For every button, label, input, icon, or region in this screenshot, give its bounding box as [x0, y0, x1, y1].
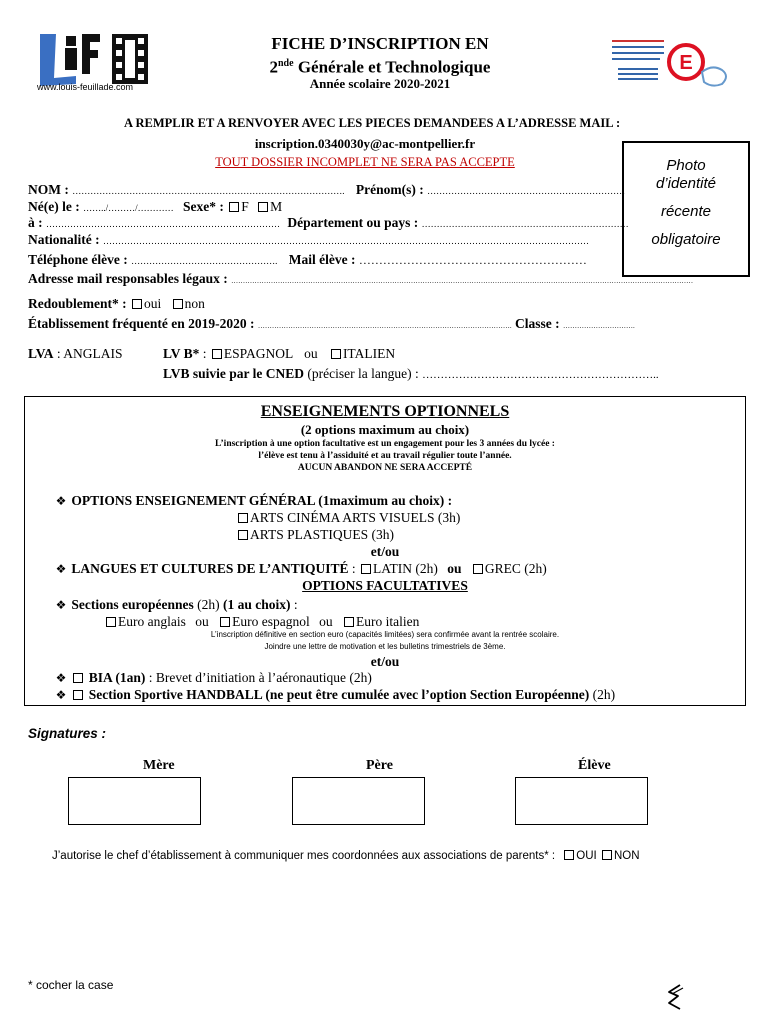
grec-label: GREC (2h)	[484, 561, 547, 576]
incomplete-warning: TOUT DOSSIER INCOMPLET NE SERA PAS ACCEPTE	[215, 155, 515, 169]
return-instructions: A REMPLIR ET A RENVOYER AVEC LES PIECES DEMANDEES A L’ADRESSE MAIL :	[124, 116, 621, 130]
photo-label-2: d’identité	[655, 175, 717, 192]
arts-cinema-label: ARTS CINÉMA ARTS VISUELS (3h)	[250, 510, 461, 525]
redoublement-label: Redoublement* :	[28, 296, 127, 311]
bullet-diamond-icon: ❖	[55, 671, 67, 685]
mail-responsables-label: Adresse mail responsables légaux :	[28, 271, 228, 286]
lvb-ou: ou	[304, 346, 318, 361]
sexe-m-checkbox[interactable]	[258, 202, 268, 212]
row-lvb	[163, 346, 395, 362]
general-options-heading	[54, 493, 452, 509]
bullet-diamond-icon: ❖	[55, 494, 67, 508]
euro-espagnol-checkbox[interactable]	[220, 617, 230, 627]
espagnol-checkbox[interactable]	[212, 349, 222, 359]
euro-note-2: Joindre une lettre de motivation et les bulletins trimestriels de 3ème.	[264, 642, 506, 651]
row-redoublement	[28, 296, 205, 312]
options-note-3: AUCUN ABANDON NE SERA ACCEPTÉ	[297, 463, 473, 473]
handball-row	[54, 687, 615, 703]
arts-cinema-checkbox[interactable]	[238, 513, 248, 523]
row-etablissement	[28, 316, 635, 332]
row-nom	[28, 182, 625, 198]
birthplace-field[interactable]: ……………………………………………………………………	[46, 219, 280, 229]
bullet-diamond-icon: ❖	[55, 688, 67, 702]
bia-checkbox[interactable]	[73, 673, 83, 683]
birthdate-field[interactable]: ……../………/…………	[83, 203, 174, 213]
antiquite-row: ❖ LANGUES ET CULTURES DE L’ANTIQUITÉ : LATIN (2h) ou GREC (2h)	[55, 561, 547, 576]
options-title: ENSEIGNEMENTS OPTIONNELS	[260, 403, 510, 420]
excellence-badge	[612, 38, 732, 90]
handball-label: Section Sportive HANDBALL (ne peut être cumulée avec l’option Section Européenne)	[88, 687, 590, 702]
italien-label: ITALIEN	[342, 346, 396, 361]
sections-euro-choice: (1 au choix)	[223, 597, 291, 612]
row-naissance	[28, 199, 282, 215]
antiquite-ou: ou	[447, 561, 462, 576]
nom-label: NOM :	[28, 182, 69, 197]
cned-field[interactable]: ………………………………………………………..	[422, 369, 659, 381]
bia-description: : Brevet d’initiation à l’aéronautique (2h)	[148, 670, 372, 685]
title-line1: FICHE D’INSCRIPTION EN	[271, 34, 489, 53]
euro-anglais-label: Euro anglais	[118, 614, 186, 629]
options-note-2: l’élève est tenu à l’assiduité et au travail régulier toute l’année.	[258, 451, 512, 461]
consent-oui-checkbox[interactable]	[564, 850, 574, 860]
signature-mere-label: Mère	[143, 758, 175, 773]
photo-label-3: récente	[660, 203, 712, 220]
photo-box	[622, 141, 750, 277]
row-telephone	[28, 252, 587, 268]
mail-responsables-field[interactable]: ………………………………………………………………………………………………………………………………………………………………………………	[231, 277, 694, 285]
prenom-field[interactable]: …………………………………………………………	[427, 186, 626, 196]
etablissement-field[interactable]: ……………………………………………………………………………………………….	[257, 322, 512, 330]
sexe-f-checkbox[interactable]	[229, 202, 239, 212]
telephone-field[interactable]: ………………………………………….	[131, 256, 278, 266]
title-sup: nde	[278, 58, 294, 69]
mail-eleve-label: Mail élève :	[288, 252, 356, 267]
euro-espagnol-label: Euro espagnol	[232, 614, 310, 629]
consent-row	[52, 850, 640, 862]
prenom-label: Prénom(s) :	[355, 182, 424, 197]
redoublement-oui-label: oui	[144, 296, 162, 311]
photo-label-4: obligatoire	[651, 231, 721, 248]
sexe-m-label: M	[270, 199, 283, 214]
euro-ou-1: ou	[195, 614, 209, 629]
nationalite-label: Nationalité :	[28, 232, 100, 247]
arts-plastiques-row	[236, 527, 394, 543]
school-website: www.louis-feuillade.com	[37, 82, 134, 92]
bullet-diamond-icon: ❖	[55, 562, 67, 576]
facultatives-title: OPTIONS FACULTATIVES	[302, 578, 468, 593]
signature-mere-box[interactable]	[68, 777, 201, 825]
birthdate-label: Né(e) le :	[28, 199, 80, 214]
etou-2: et/ou	[370, 654, 400, 669]
signature-eleve-box[interactable]	[515, 777, 648, 825]
etou-1: et/ou	[370, 544, 400, 559]
consent-text: J’autorise le chef d’établissement à communiquer mes coordonnées aux associations de parents* :	[52, 850, 556, 862]
consent-non-checkbox[interactable]	[602, 850, 612, 860]
mail-eleve-field[interactable]: …………………………………………………	[358, 253, 587, 267]
nationalite-field[interactable]: ………………………………………………………………………………………………………………………………………………	[103, 236, 589, 246]
euro-note-1: L’inscription définitive en section euro (capacités limitées) sera confirmée avant la rentrée scolaire.	[210, 630, 560, 639]
sexe-f-label: F	[241, 199, 249, 214]
bullet-diamond-icon: ❖	[55, 598, 67, 612]
telephone-label: Téléphone élève :	[28, 252, 128, 267]
birthplace-label: à :	[28, 215, 43, 230]
title-line2	[210, 54, 550, 78]
badge-letter: E	[679, 52, 693, 74]
signature-pere-label: Père	[366, 758, 393, 773]
euro-italien-checkbox[interactable]	[344, 617, 354, 627]
redoublement-oui-checkbox[interactable]	[132, 299, 142, 309]
bia-row	[54, 670, 372, 686]
return-arrow-icon	[664, 982, 686, 1012]
lva-label: LVA	[28, 346, 54, 361]
school-year: Année scolaire 2020-2021	[309, 76, 451, 91]
sexe-label: Sexe* :	[183, 199, 224, 214]
signatures-title: Signatures :	[28, 726, 107, 741]
etablissement-label: Établissement fréquenté en 2019-2020 :	[28, 316, 255, 331]
euro-choices-row	[104, 614, 419, 630]
handball-hours: (2h)	[592, 687, 616, 702]
arts-cinema-row	[236, 510, 460, 526]
classe-label: Classe :	[514, 316, 560, 331]
options-note-1: L’inscription à une option facultative est un engagement pour les 3 années du lycée :	[215, 439, 555, 449]
grec-checkbox[interactable]	[473, 564, 483, 574]
arts-plastiques-checkbox[interactable]	[238, 530, 248, 540]
lvb-sep: :	[202, 346, 207, 361]
consent-oui-label: OUI	[576, 850, 597, 862]
cned-label: LVB suivie par le CNED	[163, 366, 305, 381]
latin-checkbox[interactable]	[361, 564, 371, 574]
footer-note: * cocher la case	[28, 978, 114, 992]
row-nationalite	[28, 232, 589, 248]
signature-eleve-label: Élève	[578, 758, 611, 773]
title-number: 2	[269, 57, 278, 77]
euro-ou-2: ou	[319, 614, 333, 629]
options-subtitle: (2 options maximum au choix)	[300, 422, 470, 437]
cned-hint: (préciser la langue) :	[307, 366, 419, 381]
antiquite-label: LANGUES ET CULTURES DE L’ANTIQUITÉ	[71, 561, 349, 576]
redoublement-non-checkbox[interactable]	[173, 299, 183, 309]
lva-value: : ANGLAIS	[56, 346, 123, 361]
latin-label: LATIN (2h)	[372, 561, 438, 576]
lvb-label: LV B*	[163, 346, 200, 361]
bia-label: BIA (1an)	[88, 670, 146, 685]
nom-field[interactable]: ……………………………………………………………………………….	[72, 186, 345, 196]
general-options-label: OPTIONS ENSEIGNEMENT GÉNÉRAL (1maximum au choix) :	[71, 493, 453, 508]
sections-euro-label: Sections européennes	[71, 597, 194, 612]
arts-plastiques-label: ARTS PLASTIQUES (3h)	[250, 527, 394, 542]
title-track: Générale et Technologique	[297, 57, 491, 77]
row-lieu	[28, 215, 629, 231]
espagnol-label: ESPAGNOL	[223, 346, 293, 361]
euro-italien-label: Euro italien	[355, 614, 420, 629]
handball-checkbox[interactable]	[73, 690, 83, 700]
classe-field[interactable]: ………………………….	[562, 322, 635, 330]
row-cned	[163, 366, 659, 382]
euro-anglais-checkbox[interactable]	[106, 617, 116, 627]
consent-non-label: NON	[613, 850, 640, 862]
italien-checkbox[interactable]	[331, 349, 341, 359]
row-lva	[28, 346, 123, 362]
form-title	[210, 34, 550, 78]
return-email: inscription.0340030y@ac-montpellier.fr	[254, 136, 476, 151]
departement-field[interactable]: ……………………………………………………………	[421, 219, 629, 229]
row-mail-responsables	[28, 271, 693, 287]
departement-label: Département ou pays :	[287, 215, 419, 230]
redoublement-non-label: non	[184, 296, 205, 311]
photo-label-1: Photo	[666, 157, 706, 174]
signature-pere-box[interactable]	[292, 777, 425, 825]
sections-euro-hours: (2h)	[197, 597, 220, 612]
sections-euro-row: ❖ Sections européennes (2h) (1 au choix) :	[55, 597, 298, 612]
